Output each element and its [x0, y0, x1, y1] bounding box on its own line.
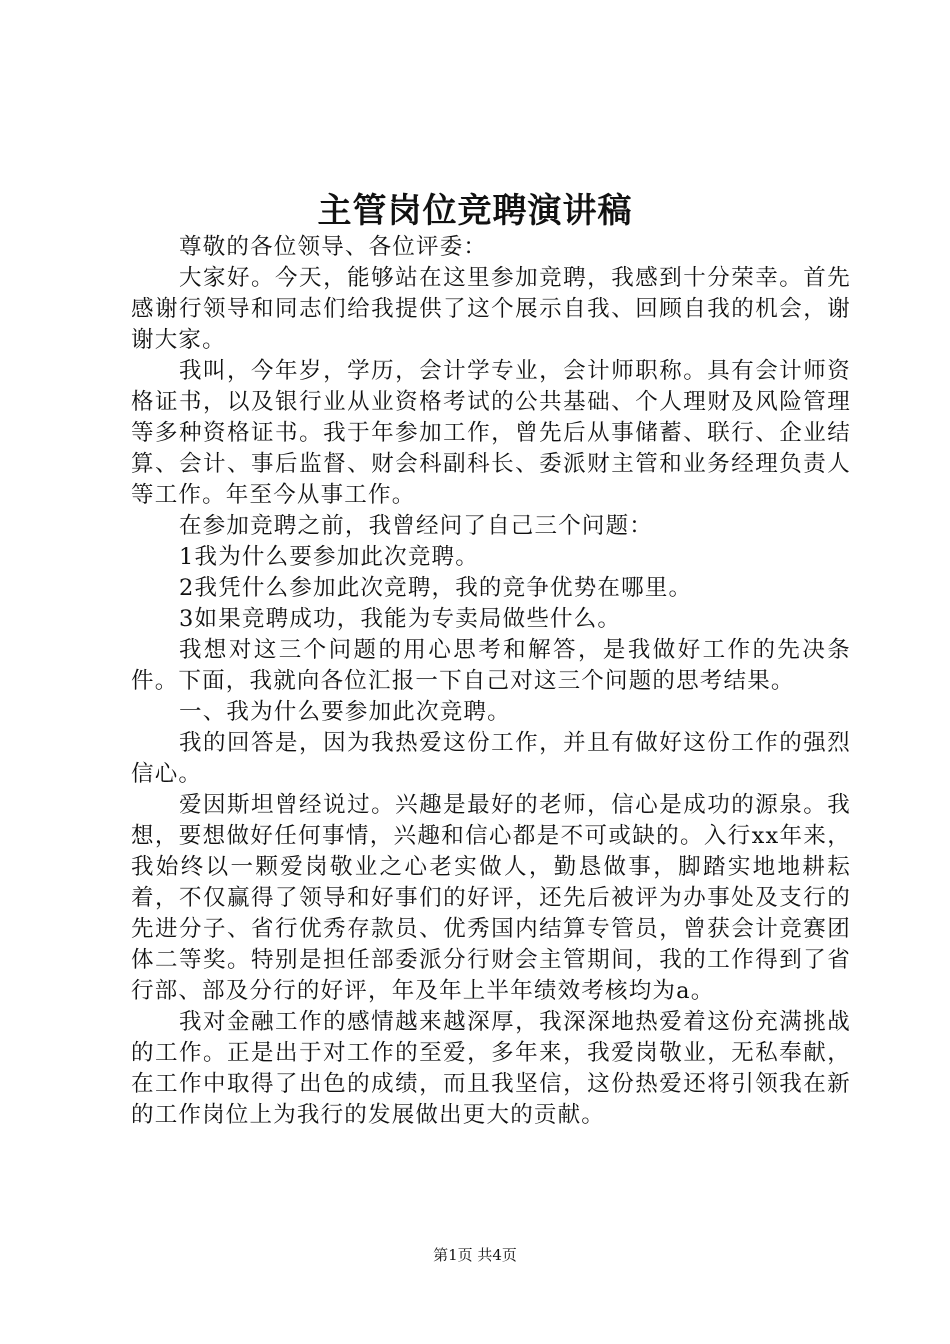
document-body [131, 232, 851, 1131]
list-item: 1我为什么要参加此次竞聘。 [179, 544, 479, 570]
section-heading: 一、我为什么要参加此次竞聘。 [179, 699, 511, 725]
list-item: 2我凭什么参加此次竞聘，我的竞争优势在哪里。 [179, 575, 693, 601]
paragraph: 爱因斯坦曾经说过。兴趣是最好的老师，信心是成功的源泉。我想，要想做好任何事情，兴趣和信心都是不可或缺的。入行xx年来，我始终以一颗爱岗敬业之心老实做人，勤恳做事，脚踏实地地耕耘着，不仅赢得了领导和好事们的好评，还先后被评为办事处及支行的先进分子、省行优秀存款员、优秀国内结算专管员，曾获会计竞赛团体二等奖。特别是担任部委派分行财会主管期间，我的工作得到了省行部、部及分行的好评，年及年上半年绩效考核均为a。 [131, 792, 851, 1004]
document-title: 主管岗位竞聘演讲稿 [317, 191, 633, 231]
paragraph: 在参加竞聘之前，我曾经问了自己三个问题： [179, 513, 654, 539]
list-item: 3如果竞聘成功，我能为专卖局做些什么。 [179, 606, 622, 632]
paragraph: 我想对这三个问题的用心思考和解答，是我做好工作的先决条件。下面，我就向各位汇报一下自己对这三个问题的思考结果。 [131, 637, 851, 694]
paragraph: 我对金融工作的感情越来越深厚，我深深地热爱着这份充满挑战的工作。正是出于对工作的至爱，多年来，我爱岗敬业，无私奉献，在工作中取得了出色的成绩，而且我坚信，这份热爱还将引领我在新的工作岗位上为我行的发展做出更大的贡献。 [131, 1009, 851, 1128]
page-number-footer: 第1页 共4页 [433, 1246, 517, 1264]
paragraph: 我的回答是，因为我热爱这份工作，并且有做好这份工作的强烈信心。 [131, 730, 851, 787]
paragraph: 我叫，今年岁，学历，会计学专业，会计师职称。具有会计师资格证书，以及银行业从业资格考试的公共基础、个人理财及风险管理等多种资格证书。我于年参加工作，曾先后从事储蓄、联行、企业结算、会计、事后监督、财会科副科长、委派财主管和业务经理负责人等工作。年至今从事工作。 [131, 358, 851, 508]
paragraph-salutation: 尊敬的各位领导、各位评委： [179, 234, 488, 260]
paragraph: 大家好。今天，能够站在这里参加竞聘，我感到十分荣幸。首先感谢行领导和同志们给我提供了这个展示自我、回顾自我的机会，谢谢大家。 [131, 265, 851, 353]
